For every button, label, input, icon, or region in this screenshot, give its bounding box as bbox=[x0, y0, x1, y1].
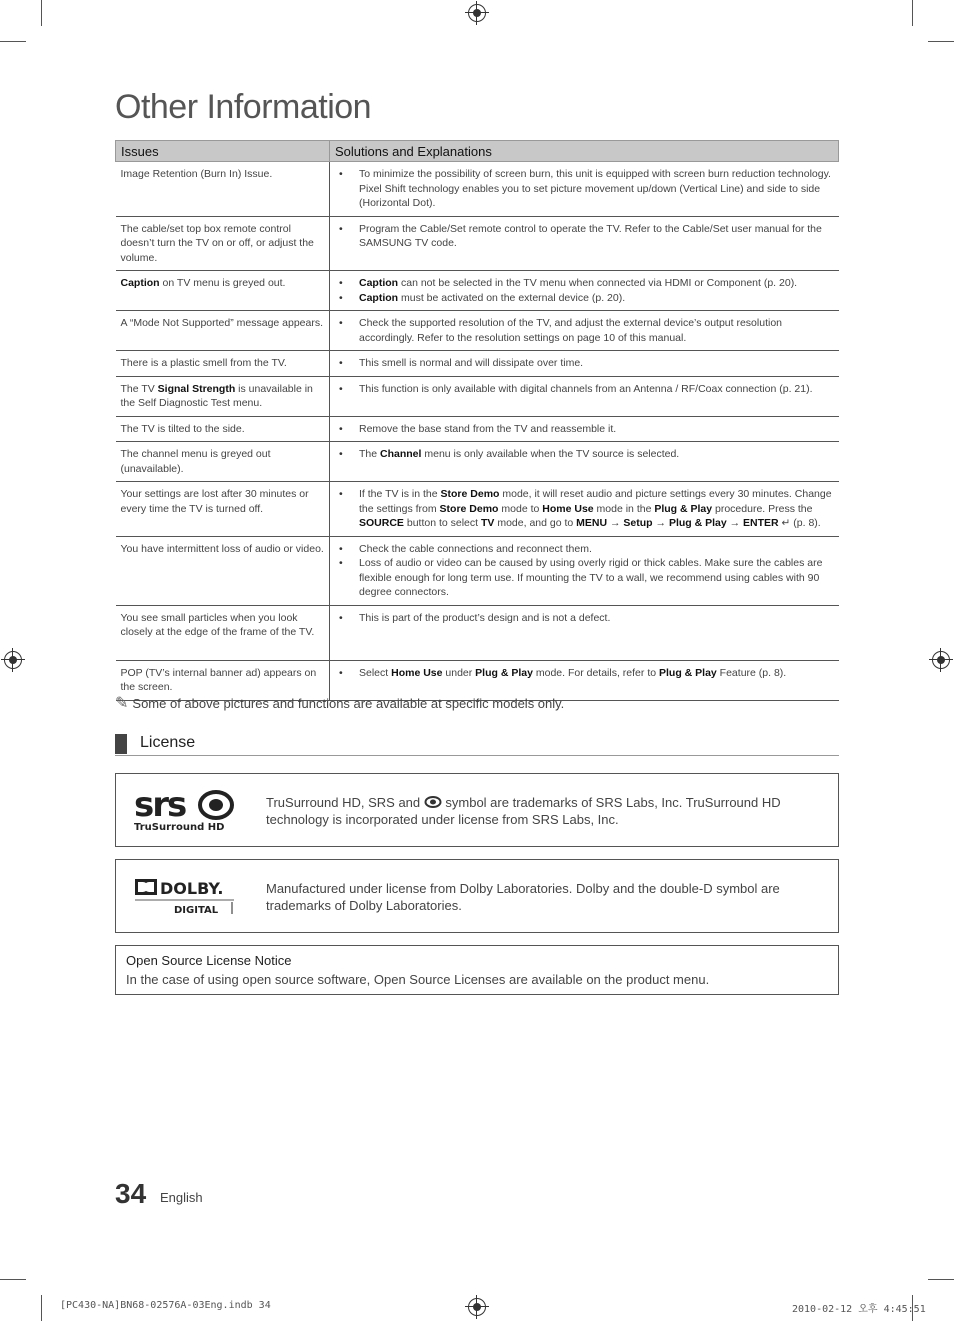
page-language: English bbox=[160, 1190, 203, 1205]
crop-mark bbox=[0, 1279, 26, 1280]
solution-bullet: • Caption can not be selected in the TV menu when connected via HDMI or Component (p. 20). bbox=[359, 276, 834, 291]
crop-mark bbox=[41, 0, 42, 26]
registration-mark-icon bbox=[468, 1298, 486, 1316]
solution-bullet: • This smell is normal and will dissipate over time. bbox=[359, 356, 834, 371]
table-row bbox=[116, 605, 839, 660]
table-row bbox=[116, 376, 839, 416]
dolby-license-text: Manufactured under license from Dolby Laboratories. Dolby and the double-D symbol are trademarks of Dolby Laboratories. bbox=[266, 881, 780, 913]
solution-bullet: • The Channel menu is only available when the TV source is selected. bbox=[359, 447, 834, 462]
table-row bbox=[116, 216, 839, 271]
registration-mark-icon bbox=[932, 651, 950, 669]
heading-bar bbox=[115, 734, 127, 754]
page-number: 34 bbox=[115, 1178, 147, 1209]
solution-cell bbox=[330, 605, 839, 660]
solution-bullet: • Caption must be activated on the external device (p. 20). bbox=[359, 291, 834, 306]
issue-cell: There is a plastic smell from the TV. bbox=[116, 351, 330, 377]
table-row bbox=[116, 416, 839, 442]
pencil-note-icon: ✎ bbox=[115, 695, 129, 712]
table-row bbox=[116, 162, 839, 217]
issue-cell: You have intermittent loss of audio or video. bbox=[116, 536, 330, 605]
dolby-license-box bbox=[115, 859, 839, 933]
solution-bullet: • To minimize the possibility of screen burn, this unit is equipped with screen burn reduction technology. Pixel Shift technology enables you to set picture movement up/down (Vertical Line) and side to side (Horizontal Dot). bbox=[359, 167, 834, 211]
svg-text:DOLBY.: DOLBY. bbox=[160, 879, 224, 898]
note-text: Some of above pictures and functions are available at specific models only. bbox=[132, 696, 565, 711]
crop-mark bbox=[0, 41, 26, 42]
svg-text:TruSurround HD: TruSurround HD bbox=[134, 822, 225, 832]
crop-mark bbox=[928, 41, 954, 42]
troubleshooting-table bbox=[115, 140, 839, 701]
svg-text:srs: srs bbox=[134, 786, 186, 825]
open-source-box bbox=[115, 945, 839, 995]
srs-license-text: TruSurround HD, SRS and symbol are trademarks of SRS Labs, Inc. TruSurround HD technology is incorporated under license from SRS Labs, Inc. bbox=[266, 795, 781, 827]
solution-bullet: • This function is only available with digital channels from an Antenna / RF/Coax connection (p. 21). bbox=[359, 382, 834, 397]
table-row bbox=[116, 351, 839, 377]
table-row bbox=[116, 311, 839, 351]
solution-bullet: • Loss of audio or video can be caused by using overly rigid or thick cables. Make sure the cables are flexible enough for long term use. If mounting the TV to a wall, we recommend using cables with 90 degree connectors. bbox=[359, 556, 834, 600]
solution-cell bbox=[330, 271, 839, 311]
footer-file-info: [PC430-NA]BN68-02576A-03Eng.indb 34 bbox=[60, 1300, 271, 1311]
solution-bullet: • Check the supported resolution of the TV, and adjust the external device’s output resolution accordingly. Refer to the resolution settings on page 10 of this manual. bbox=[359, 316, 834, 345]
crop-mark bbox=[41, 1295, 42, 1321]
solution-bullet: • Select Home Use under Plug & Play mode. For details, refer to Plug & Play Feature (p. 8). bbox=[359, 666, 834, 681]
solution-bullet: • This is part of the product’s design and is not a defect. bbox=[359, 611, 834, 626]
issue-cell: POP (TV’s internal banner ad) appears on the screen. bbox=[116, 660, 330, 700]
solution-cell bbox=[330, 376, 839, 416]
srs-logo-icon bbox=[134, 786, 236, 837]
issue-cell: The cable/set top box remote control doesn’t turn the TV on or off, or adjust the volume. bbox=[116, 216, 330, 271]
footer-timestamp: 2010-02-12 오후 4:45:51 bbox=[792, 1304, 926, 1315]
license-heading bbox=[115, 733, 839, 756]
table-row bbox=[116, 482, 839, 537]
srs-symbol-icon bbox=[424, 796, 442, 808]
table-row bbox=[116, 271, 839, 311]
issue-cell: Caption on TV menu is greyed out. bbox=[116, 271, 330, 311]
solution-cell bbox=[330, 162, 839, 217]
solution-cell bbox=[330, 216, 839, 271]
solution-cell bbox=[330, 351, 839, 377]
solution-bullet: • Program the Cable/Set remote control to operate the TV. Refer to the Cable/Set user manual for the SAMSUNG TV code. bbox=[359, 222, 834, 251]
solution-cell bbox=[330, 416, 839, 442]
license-heading-text: License bbox=[140, 734, 196, 751]
issue-cell: A “Mode Not Supported” message appears. bbox=[116, 311, 330, 351]
table-row bbox=[116, 442, 839, 482]
open-source-title: Open Source License Notice bbox=[126, 953, 292, 968]
issue-cell: The TV Signal Strength is unavailable in the Self Diagnostic Test menu. bbox=[116, 376, 330, 416]
table-row bbox=[116, 536, 839, 605]
solution-bullet: • Remove the base stand from the TV and reassemble it. bbox=[359, 422, 834, 437]
solution-bullet: • Check the cable connections and reconnect them. bbox=[359, 542, 834, 557]
registration-mark-icon bbox=[4, 651, 22, 669]
page-title: Other Information bbox=[115, 88, 372, 126]
issue-cell: Your settings are lost after 30 minutes or every time the TV is turned off. bbox=[116, 482, 330, 537]
svg-text:DIGITAL: DIGITAL bbox=[174, 905, 219, 916]
dolby-digital-logo-icon bbox=[134, 878, 236, 921]
solution-cell bbox=[330, 311, 839, 351]
models-note bbox=[115, 693, 564, 713]
issue-cell: You see small particles when you look closely at the edge of the frame of the TV. bbox=[116, 605, 330, 660]
issue-cell: The TV is tilted to the side. bbox=[116, 416, 330, 442]
column-header-solutions: Solutions and Explanations bbox=[330, 141, 839, 162]
registration-mark-icon bbox=[468, 4, 486, 22]
open-source-text: In the case of using open source software, Open Source Licenses are available on the product menu. bbox=[126, 972, 710, 987]
srs-license-box bbox=[115, 773, 839, 847]
column-header-issues: Issues bbox=[116, 141, 330, 162]
crop-mark bbox=[912, 0, 913, 26]
solution-cell bbox=[330, 442, 839, 482]
solution-bullet: • If the TV is in the Store Demo mode, it will reset audio and picture settings every 30 minutes. Change the settings from Store Demo mode to Home Use mode in the Plug & Play procedure. Press the SOURCE button to select TV mode, and go to MENU → Setup → Plug & Play → ENTER ↵ (p. 8). bbox=[359, 487, 834, 531]
crop-mark bbox=[928, 1279, 954, 1280]
issue-cell: The channel menu is greyed out (unavailable). bbox=[116, 442, 330, 482]
solution-cell bbox=[330, 536, 839, 605]
solution-cell bbox=[330, 482, 839, 537]
issue-cell: Image Retention (Burn In) Issue. bbox=[116, 162, 330, 217]
